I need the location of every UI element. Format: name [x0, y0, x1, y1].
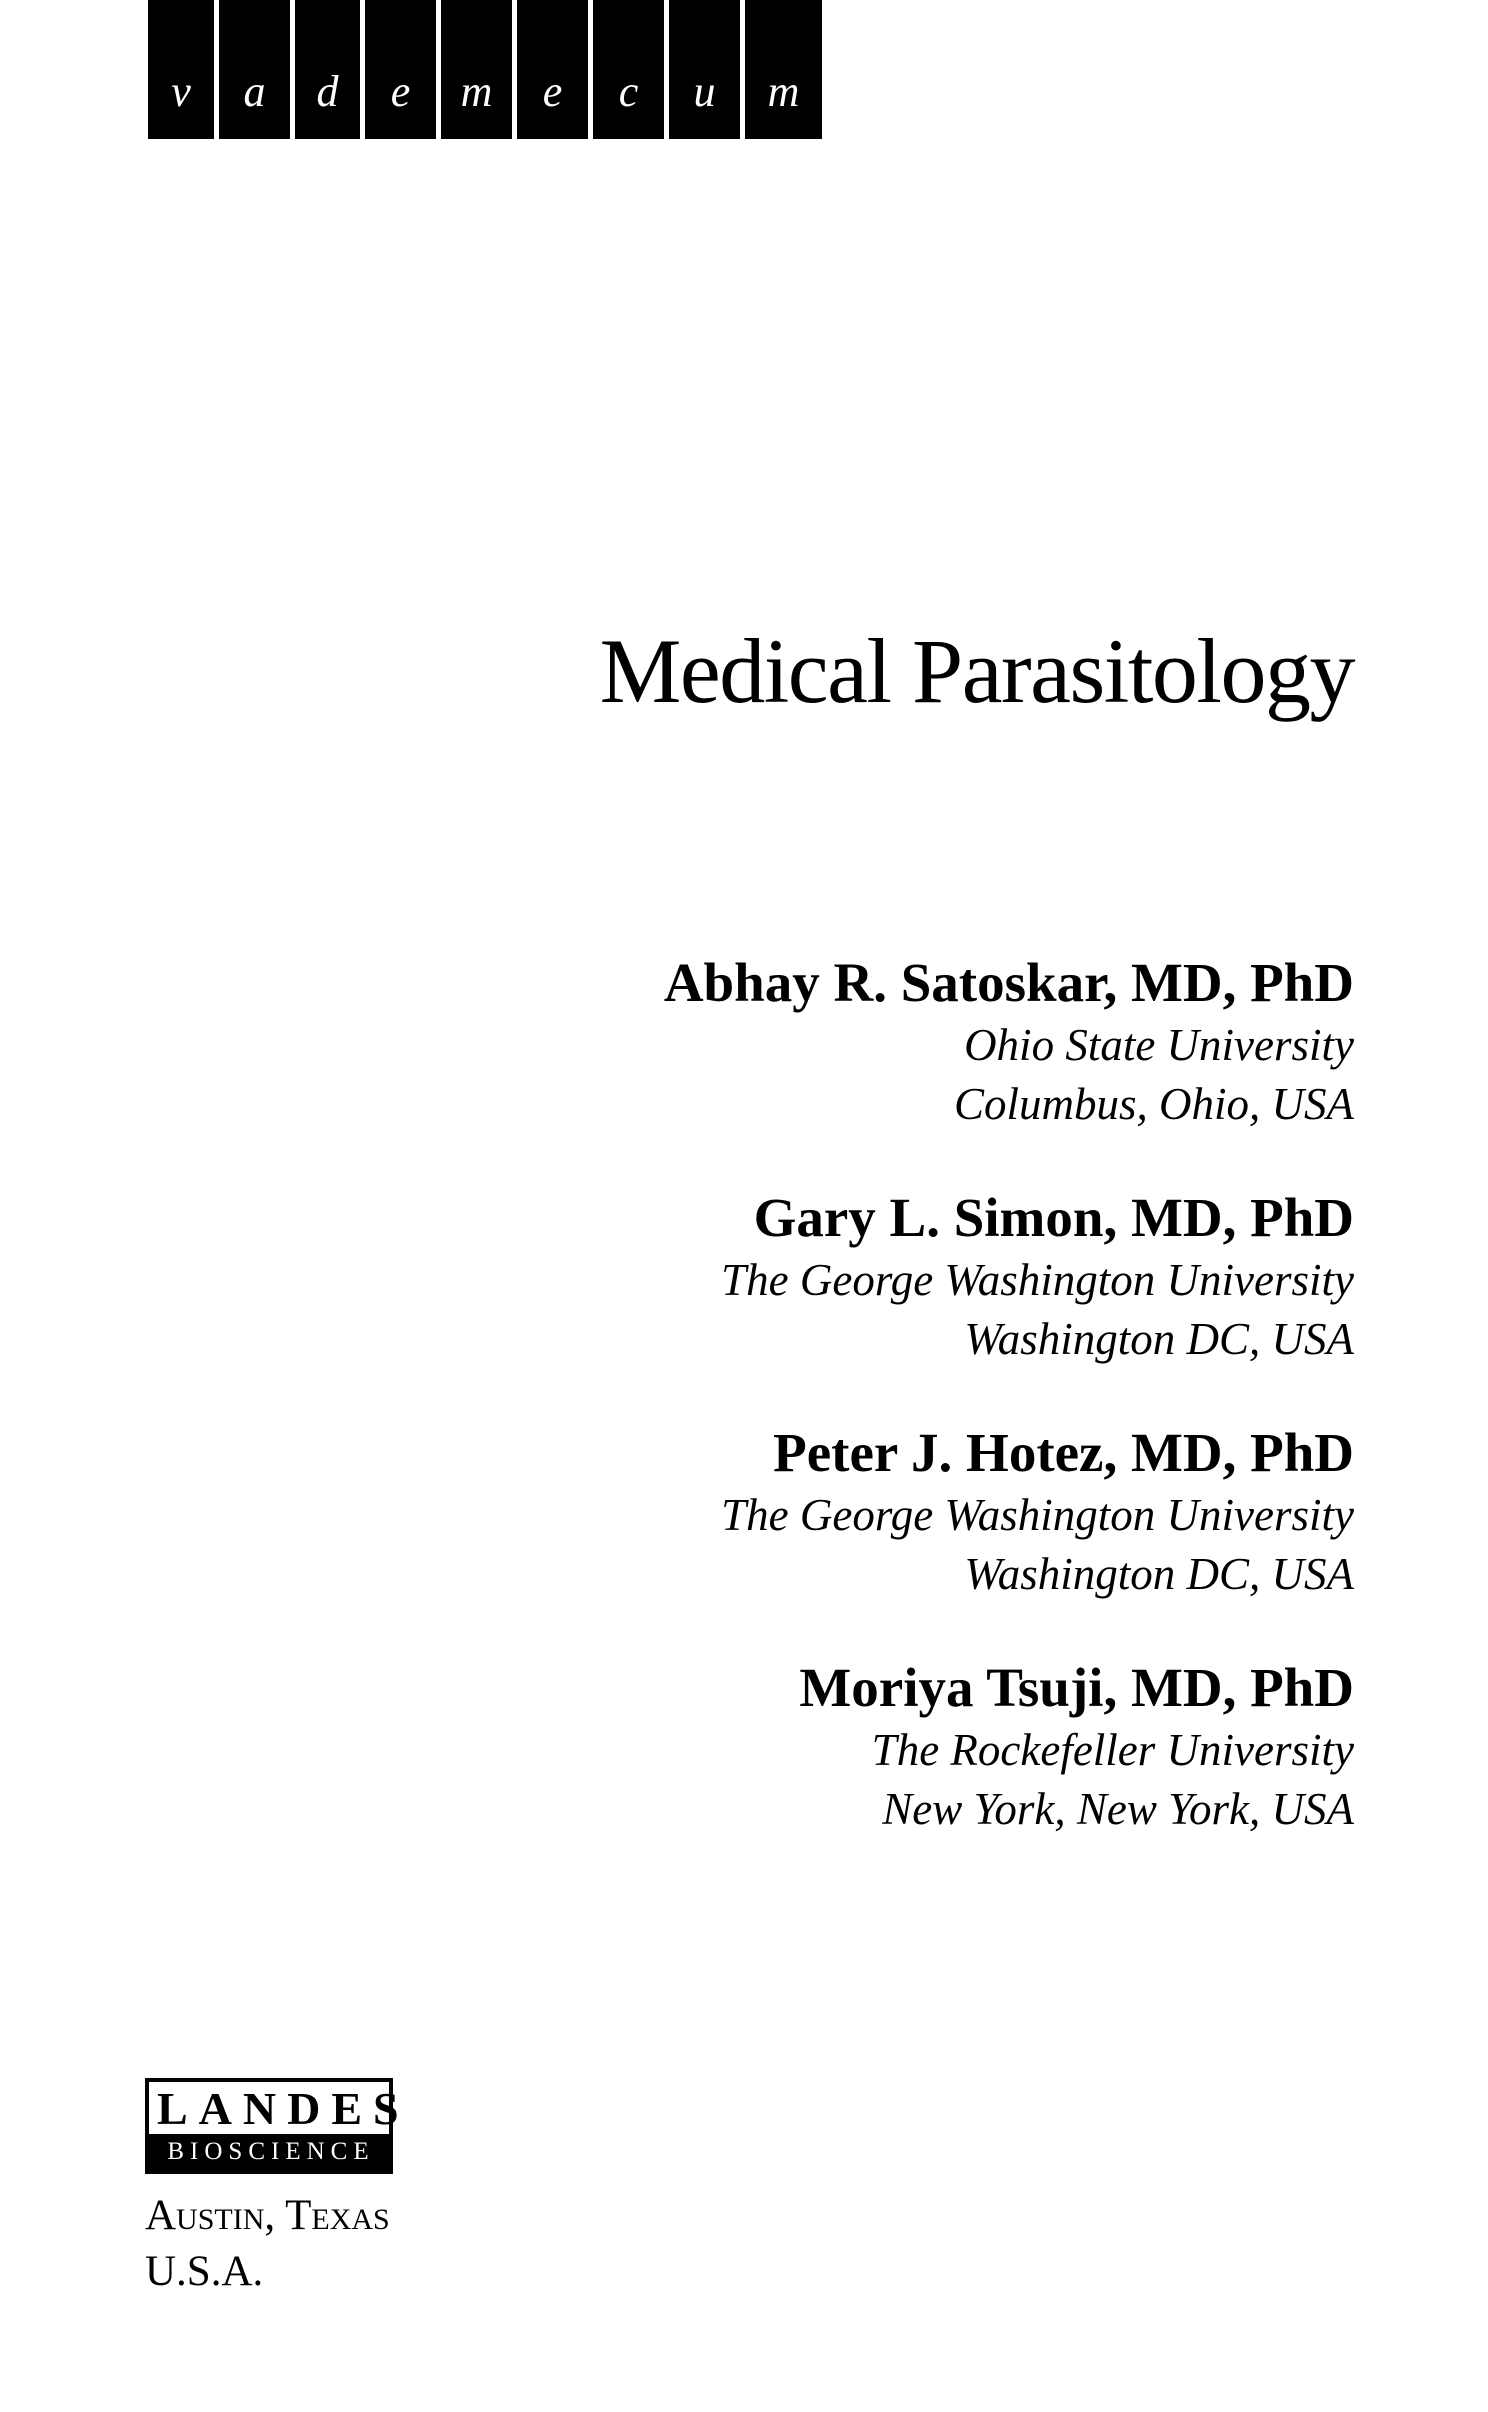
series-letter: m: [745, 0, 822, 139]
series-letter: u: [669, 0, 740, 139]
publisher-country: U.S.A.: [145, 2248, 264, 2295]
series-letter: v: [148, 0, 214, 139]
author-location: New York, New York, USA: [882, 1784, 1354, 1834]
logo-wordmark-top: LANDES: [157, 2083, 410, 2134]
author-location: Washington DC, USA: [964, 1549, 1354, 1599]
author-entry: [664, 1185, 1354, 1369]
series-letter: a: [219, 0, 290, 139]
author-name: Moriya Tsuji, MD, PhD: [799, 1657, 1354, 1718]
series-banner: [148, 0, 822, 139]
author-entry: [664, 950, 1354, 1134]
author-affiliation: The George Washington University: [721, 1490, 1354, 1540]
series-letter: e: [365, 0, 436, 139]
series-letter: m: [441, 0, 512, 139]
author-name: Abhay R. Satoskar, MD, PhD: [663, 952, 1354, 1013]
author-affiliation: The Rockefeller University: [871, 1725, 1354, 1775]
series-letter: c: [593, 0, 664, 139]
series-letter: d: [295, 0, 360, 139]
author-name: Peter J. Hotez, MD, PhD: [773, 1422, 1354, 1483]
series-letter: e: [517, 0, 588, 139]
author-affiliation: The George Washington University: [721, 1255, 1354, 1305]
author-list: [664, 950, 1354, 1890]
author-affiliation: Ohio State University: [964, 1020, 1354, 1070]
author-name: Gary L. Simon, MD, PhD: [753, 1187, 1354, 1248]
publisher-block: [145, 2078, 410, 2300]
author-entry: [664, 1420, 1354, 1604]
publisher-logo: [145, 2078, 410, 2174]
author-location: Washington DC, USA: [964, 1314, 1354, 1364]
author-location: Columbus, Ohio, USA: [953, 1079, 1354, 1129]
logo-wordmark-bottom: BIOSCIENCE: [149, 2134, 389, 2170]
publisher-city: Austin, Texas: [145, 2192, 390, 2239]
book-title: Medical Parasitology: [599, 620, 1354, 722]
author-entry: [664, 1655, 1354, 1839]
